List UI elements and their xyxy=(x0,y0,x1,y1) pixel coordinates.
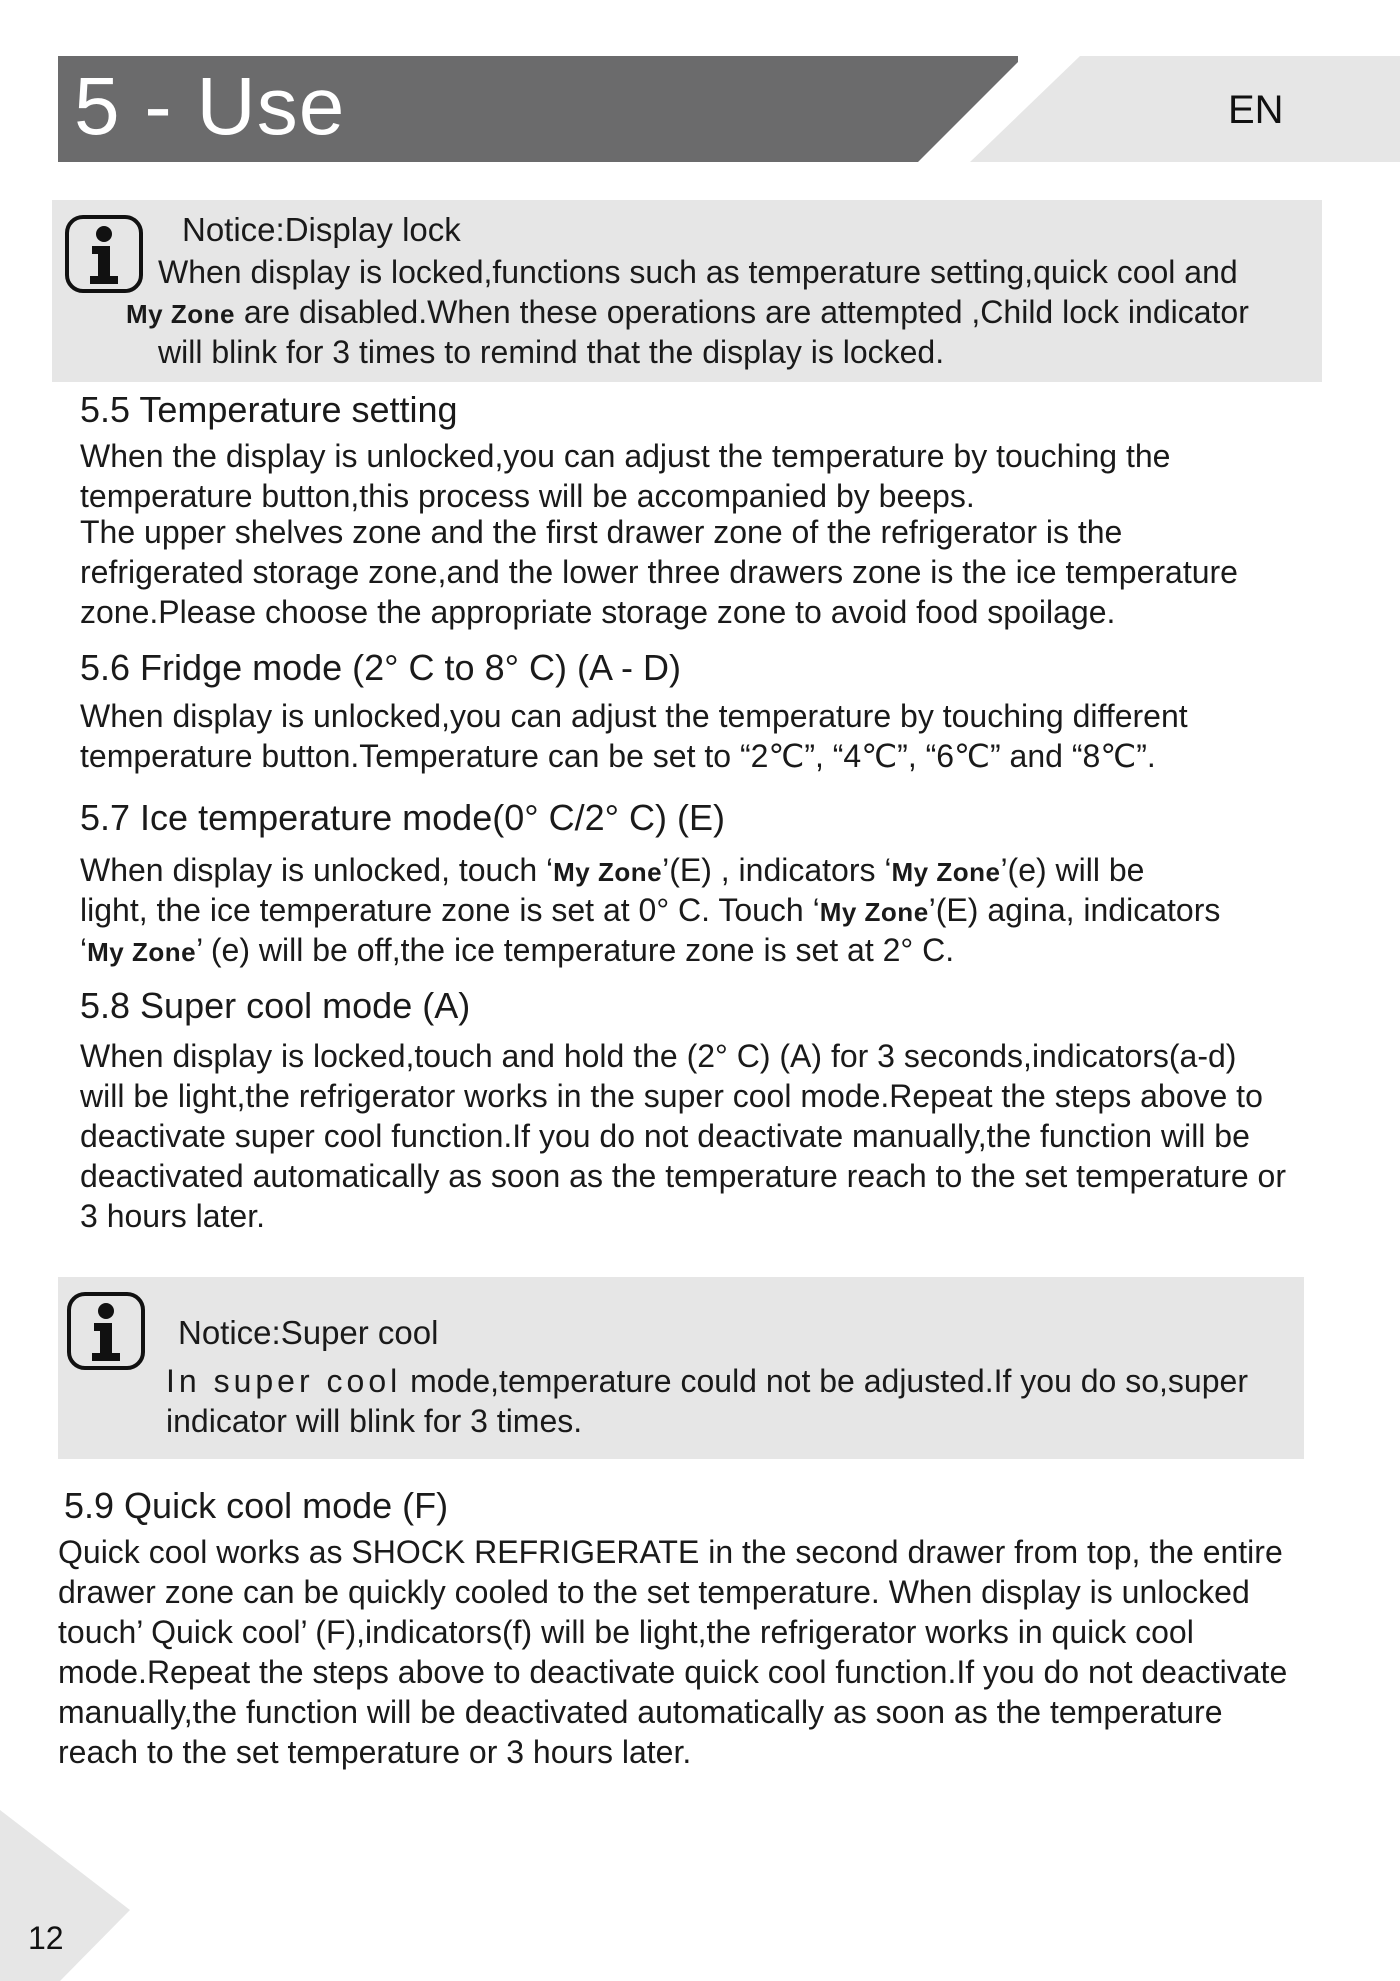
paragraph-line: mode.Repeat the steps above to deactivate quick cool function.If you do not deactivate xyxy=(58,1654,1288,1690)
language-label: EN xyxy=(1228,88,1284,132)
paragraph-line: When the display is unlocked,you can adjust the temperature by touching the xyxy=(80,438,1171,474)
my-zone-label: My Zone xyxy=(891,857,1001,887)
paragraph-line: manually,the function will be deactivated automatically as soon as the temperature xyxy=(58,1694,1223,1730)
notice-line: indicator will blink for 3 times. xyxy=(166,1403,583,1439)
my-zone-label: My Zone xyxy=(553,857,663,887)
notice-heading: Notice:Super cool xyxy=(178,1314,439,1351)
notice-line: When display is locked,functions such as temperature setting,quick cool and xyxy=(158,254,1238,290)
section-title-5-7: 5.7 Ice temperature mode(0° C/2° C) (E) xyxy=(80,797,726,838)
paragraph-line: light, the ice temperature zone is set at 0° C. Touch ‘My Zone’(E) agina, indicators xyxy=(80,892,1221,928)
paragraph-line: refrigerated storage zone,and the lower three drawers zone is the ice temperature xyxy=(80,554,1238,590)
info-icon xyxy=(66,1291,146,1371)
notice-line: will blink for 3 times to remind that the display is locked. xyxy=(158,334,945,370)
my-zone-label: My Zone xyxy=(126,299,235,329)
paragraph-line: When display is unlocked, touch ‘My Zone’(E) , indicators ‘My Zone’(e) will be xyxy=(80,852,1145,888)
paragraph-line: temperature button.Temperature can be set to “2℃”, “4℃”, “6℃” and “8℃”. xyxy=(80,738,1156,774)
paragraph-line: touch’ Quick cool’ (F),indicators(f) will be light,the refrigerator works in quick cool xyxy=(58,1614,1194,1650)
paragraph-line: will be light,the refrigerator works in the super cool mode.Repeat the steps above to xyxy=(80,1078,1263,1114)
header-decoration xyxy=(940,56,1400,162)
paragraph-line: When display is unlocked,you can adjust the temperature by touching different xyxy=(80,698,1188,734)
page-number: 12 xyxy=(28,1920,64,1956)
paragraph-line: deactivated automatically as soon as the temperature reach to the set temperature or xyxy=(80,1158,1286,1194)
paragraph-line: zone.Please choose the appropriate storage zone to avoid food spoilage. xyxy=(80,594,1116,630)
section-title-5-5: 5.5 Temperature setting xyxy=(80,389,458,430)
paragraph-line: When display is locked,touch and hold the (2° C) (A) for 3 seconds,indicators(a-d) xyxy=(80,1038,1237,1074)
notice-line: In super cool mode,temperature could not be adjusted.If you do so,super xyxy=(166,1363,1248,1399)
section-title-5-6: 5.6 Fridge mode (2° C to 8° C) (A - D) xyxy=(80,647,681,688)
paragraph-line: ‘My Zone’ (e) will be off,the ice temperature zone is set at 2° C. xyxy=(80,932,955,968)
info-icon xyxy=(64,214,144,294)
notice-line: My Zone are disabled.When these operations are attempted ,Child lock indicator xyxy=(126,294,1249,330)
paragraph-line: Quick cool works as SHOCK REFRIGERATE in the second drawer from top, the entire xyxy=(58,1534,1283,1570)
chapter-title: 5 - Use xyxy=(74,61,346,152)
section-title-5-8: 5.8 Super cool mode (A) xyxy=(80,985,471,1026)
paragraph-line: The upper shelves zone and the first drawer zone of the refrigerator is the xyxy=(80,514,1123,550)
paragraph-line: reach to the set temperature or 3 hours later. xyxy=(58,1734,692,1770)
notice-display-lock xyxy=(52,200,1322,382)
paragraph-line: temperature button,this process will be accompanied by beeps. xyxy=(80,478,975,514)
my-zone-label: My Zone xyxy=(819,897,929,927)
paragraph-line: drawer zone can be quickly cooled to the set temperature. When display is unlocked xyxy=(58,1574,1250,1610)
notice-super-cool xyxy=(58,1277,1304,1459)
paragraph-line: deactivate super cool function.If you do not deactivate manually,the function will be xyxy=(80,1118,1250,1154)
paragraph-line: 3 hours later. xyxy=(80,1198,265,1234)
notice-heading: Notice:Display lock xyxy=(182,211,461,248)
page-corner-decoration xyxy=(0,1810,130,1981)
section-title-5-9: 5.9 Quick cool mode (F) xyxy=(64,1485,449,1526)
my-zone-label: My Zone xyxy=(87,937,197,967)
